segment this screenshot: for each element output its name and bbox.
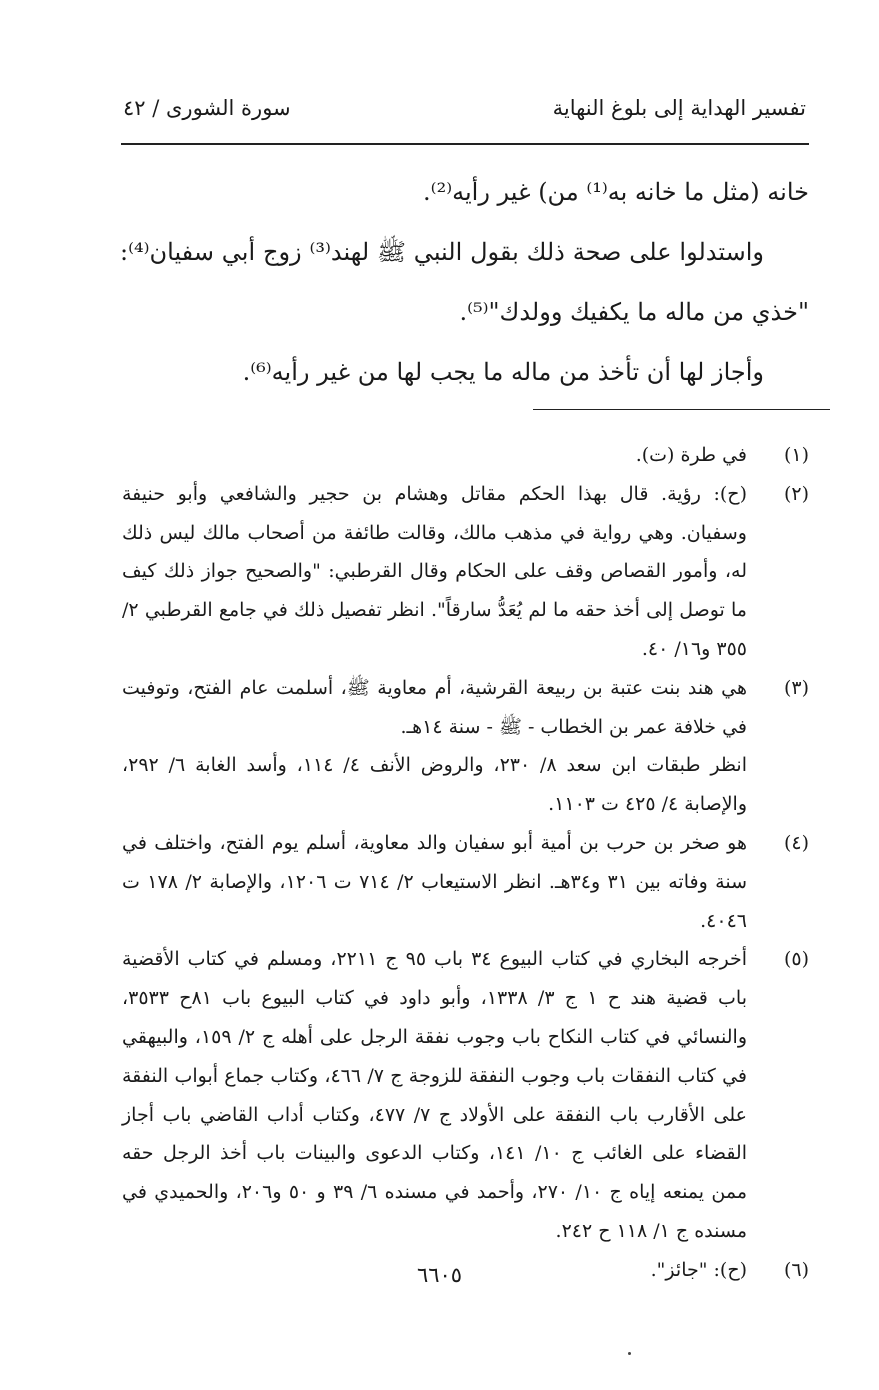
footnotes: [122, 436, 809, 1290]
main-text: [120, 162, 809, 402]
footnote-number: (٥): [783, 948, 809, 971]
footnote-5: [122, 940, 809, 1250]
footnote-text: هي هند بنت عتبة بن ربيعة القرشية، أم معاوية ﷺ، أسلمت عام الفتح، وتوفيت في خلافة عمر بن الخطاب - ﷺ - سنة ١٤هـ.: [122, 676, 747, 738]
footnote-number: (٢): [783, 482, 809, 505]
footnote-number: (٤): [783, 831, 809, 854]
footnote-number: (٣): [783, 676, 809, 699]
footnote-text: هو صخر بن حرب بن أمية أبو سفيان والد معاوية، أسلم يوم الفتح، واختلف في سنة وفاته بين ٣١ و٣٤هـ. انظر الاستيعاب ٢/ ٧١٤ ت ١٢٠٦، والإصابة ٢/ ١٧٨ ت ٤٠٤٦.: [122, 831, 748, 932]
paragraph-3: وأجاز لها أن تأخذ من ماله ما يجب لها من غير رأيه⁽⁶⁾.: [242, 358, 764, 386]
footnote-text: أخرجه البخاري في كتاب البيوع ٣٤ باب ٩٥ ج ٢٢١١، ومسلم في كتاب الأقضية باب قضية هند ح ١ ج ٣/ ١٣٣٨، وأبو داود في كتاب البيوع باب ٨١ح ٣٥٣٣، والنسائي في كتاب النكاح باب وجوب نفقة الرجل على أهله ج ٢/ ١٥٩، والبيهقي في كتاب النفقات باب وجوب النفقة للزوجة ج ٧/ ٤٦٦، وكتاب جماع أبواب النفقة على الأقارب باب النفقة على الأولاد ج ٧/ ٤٧٧، وكتاب أداب القاضي باب أجاز القضاء على الغائب ج ١٠/ ١٤١، وكتاب الدعوى والبينات باب أخذ الرجل حقه ممن يمنعه إياه ج ١٠/ ٢٧٠، وأحمد في مسنده ٦/ ٣٩ و ٥٠ و٢٠٦، والحميدي في مسنده ج ١/ ١١٨ ح ٢٤٢.: [122, 948, 748, 1242]
book-title: تفسير الهداية إلى بلوغ النهاية: [552, 96, 806, 120]
footnote-number: (٦): [783, 1258, 809, 1281]
footnote-number: (١): [783, 444, 809, 466]
paragraph-1: خانه (مثل ما خانه به⁽¹⁾ من) غير رأيه⁽²⁾.: [423, 178, 809, 206]
scan-speck: [628, 1352, 631, 1355]
footnote-separator: [533, 409, 830, 410]
footnote-1: [122, 436, 809, 475]
footnote-2: [122, 475, 809, 669]
footnote-text: في طرة (ت).: [635, 444, 747, 466]
page-number: ٦٦٠٥: [416, 1263, 463, 1287]
header-rule: [121, 143, 809, 145]
footnote-text: (ح): "جائز".: [650, 1258, 747, 1281]
footnote-4: [122, 824, 809, 940]
footnote-sources: انظر طبقات ابن سعد ٨/ ٢٣٠، والروض الأنف ٤/ ١١٤، وأسد الغابة ٦/ ٢٩٢، والإصابة ٤/ ٤٢٥ ت ١١٠٣.: [122, 754, 747, 816]
surah-reference: سورة الشورى / ٤٢: [123, 96, 291, 120]
paragraph-2: واستدلوا على صحة ذلك بقول النبي ﷺ لهند⁽³⁾ زوج أبي سفيان⁽⁴⁾: "خذي من ماله ما يكفيك وولدك"⁽⁵⁾.: [120, 238, 809, 326]
footnote-text: (ح): رؤية. قال بهذا الحكم مقاتل وهشام بن حجير والشافعي وأبو حنيفة وسفيان. وهي رواية في مذهب مالك، وقالت طائفة من أصحاب مالك ليس ذلك له، وأمور القصاص وقف على الحكام وقال القرطبي: "والصحيح جواز ذلك كيف ما توصل إلى أخذ حقه ما لم يُعَدُّ سارقاً". انظر تفصيل ذلك في جامع القرطبي ٢/ ٣٥٥ و١٦/ ٤٠.: [122, 482, 747, 660]
footnote-3: [122, 669, 809, 824]
